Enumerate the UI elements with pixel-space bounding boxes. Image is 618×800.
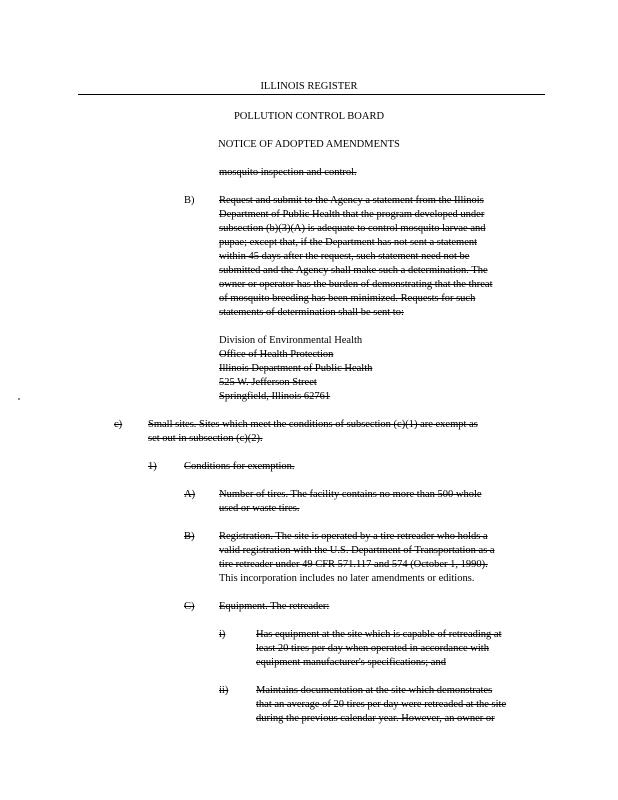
text-line: statements of determination shall be sent to: xyxy=(219,307,404,318)
text-line: pupae; except that, if the Department has not sent a statement xyxy=(219,237,478,248)
text-line: that an average of 20 tires per day were retreaded at the site xyxy=(256,699,507,710)
item-c2-text: Equipment. The retreader: xyxy=(219,601,330,612)
text-line: submitted and the Agency shall make such a determination. The xyxy=(219,265,488,276)
continuation-line: mosquito inspection and control. xyxy=(219,167,357,178)
text-line: used or waste tires. xyxy=(219,503,300,514)
header-rule xyxy=(78,94,545,95)
board-title: POLLUTION CONTROL BOARD xyxy=(233,111,385,122)
item-ii-label: ii) xyxy=(219,685,229,696)
item-b1-text xyxy=(219,194,493,320)
item-a-text xyxy=(219,488,482,516)
address-block xyxy=(219,334,372,404)
text-line: equipment manufacturer's specifications; and xyxy=(256,657,446,668)
text-line: of mosquito breeding has been minimized. Requests for such xyxy=(219,293,476,304)
item-i-text xyxy=(256,628,502,670)
text-line: Number of tires. The facility contains no more than 500 whole xyxy=(219,489,482,500)
item-b1-label: B) xyxy=(184,195,195,206)
register-title: ILLINOIS REGISTER xyxy=(260,81,358,92)
text-line: subsection (b)(3)(A) is adequate to control mosquito larvae and xyxy=(219,223,486,234)
text-line: This incorporation includes no later amendments or editions. xyxy=(219,573,475,584)
text-line: Has equipment at the site which is capable of retreading at xyxy=(256,629,502,640)
item-b2-text xyxy=(219,530,495,586)
text-line: during the previous calendar year. However, an owner or xyxy=(256,713,495,724)
address-line: 525 W. Jefferson Street xyxy=(219,377,317,388)
item-1-label: 1) xyxy=(148,461,157,472)
address-line: Springfield, Illinois 62761 xyxy=(219,391,331,402)
text-line: within 45 days after the request, such statement need not be xyxy=(219,251,470,262)
text-line: set out in subsection (c)(2). xyxy=(148,433,263,444)
text-line: Registration. The site is operated by a tire retreader who holds a xyxy=(219,531,488,542)
address-line: Office of Health Protection xyxy=(219,349,334,360)
item-i-label: i) xyxy=(219,629,226,640)
text-line: Small sites. Sites which meet the conditions of subsection (c)(1) are exempt as xyxy=(148,419,478,430)
text-line: Maintains documentation at the site which demonstrates xyxy=(256,685,493,696)
address-line: Illinois Department of Public Health xyxy=(219,363,373,374)
margin-mark xyxy=(18,398,20,400)
notice-title: NOTICE OF ADOPTED AMENDMENTS xyxy=(218,139,400,150)
text-line: Request and submit to the Agency a statement from the Illinois xyxy=(219,195,484,206)
item-1-text: Conditions for exemption. xyxy=(184,461,295,472)
text-line: valid registration with the U.S. Department of Transportation as a xyxy=(219,545,495,556)
text-line: tire retreader under 49 CFR 571.117 and 574 (October 1, 1990). xyxy=(219,559,488,570)
item-ii-text xyxy=(256,684,506,726)
item-c2-label: C) xyxy=(184,601,195,612)
item-b2-label: B) xyxy=(184,531,195,542)
item-c-label: c) xyxy=(114,419,123,430)
item-c-text xyxy=(148,418,478,446)
text-line: owner or operator has the burden of demonstrating that the threat xyxy=(219,279,493,290)
text-line: least 20 tires per day when operated in accordance with xyxy=(256,643,489,654)
text-line: Department of Public Health that the program developed under xyxy=(219,209,485,220)
address-division: Division of Environmental Health xyxy=(219,335,363,346)
item-a-label: A) xyxy=(184,489,196,500)
